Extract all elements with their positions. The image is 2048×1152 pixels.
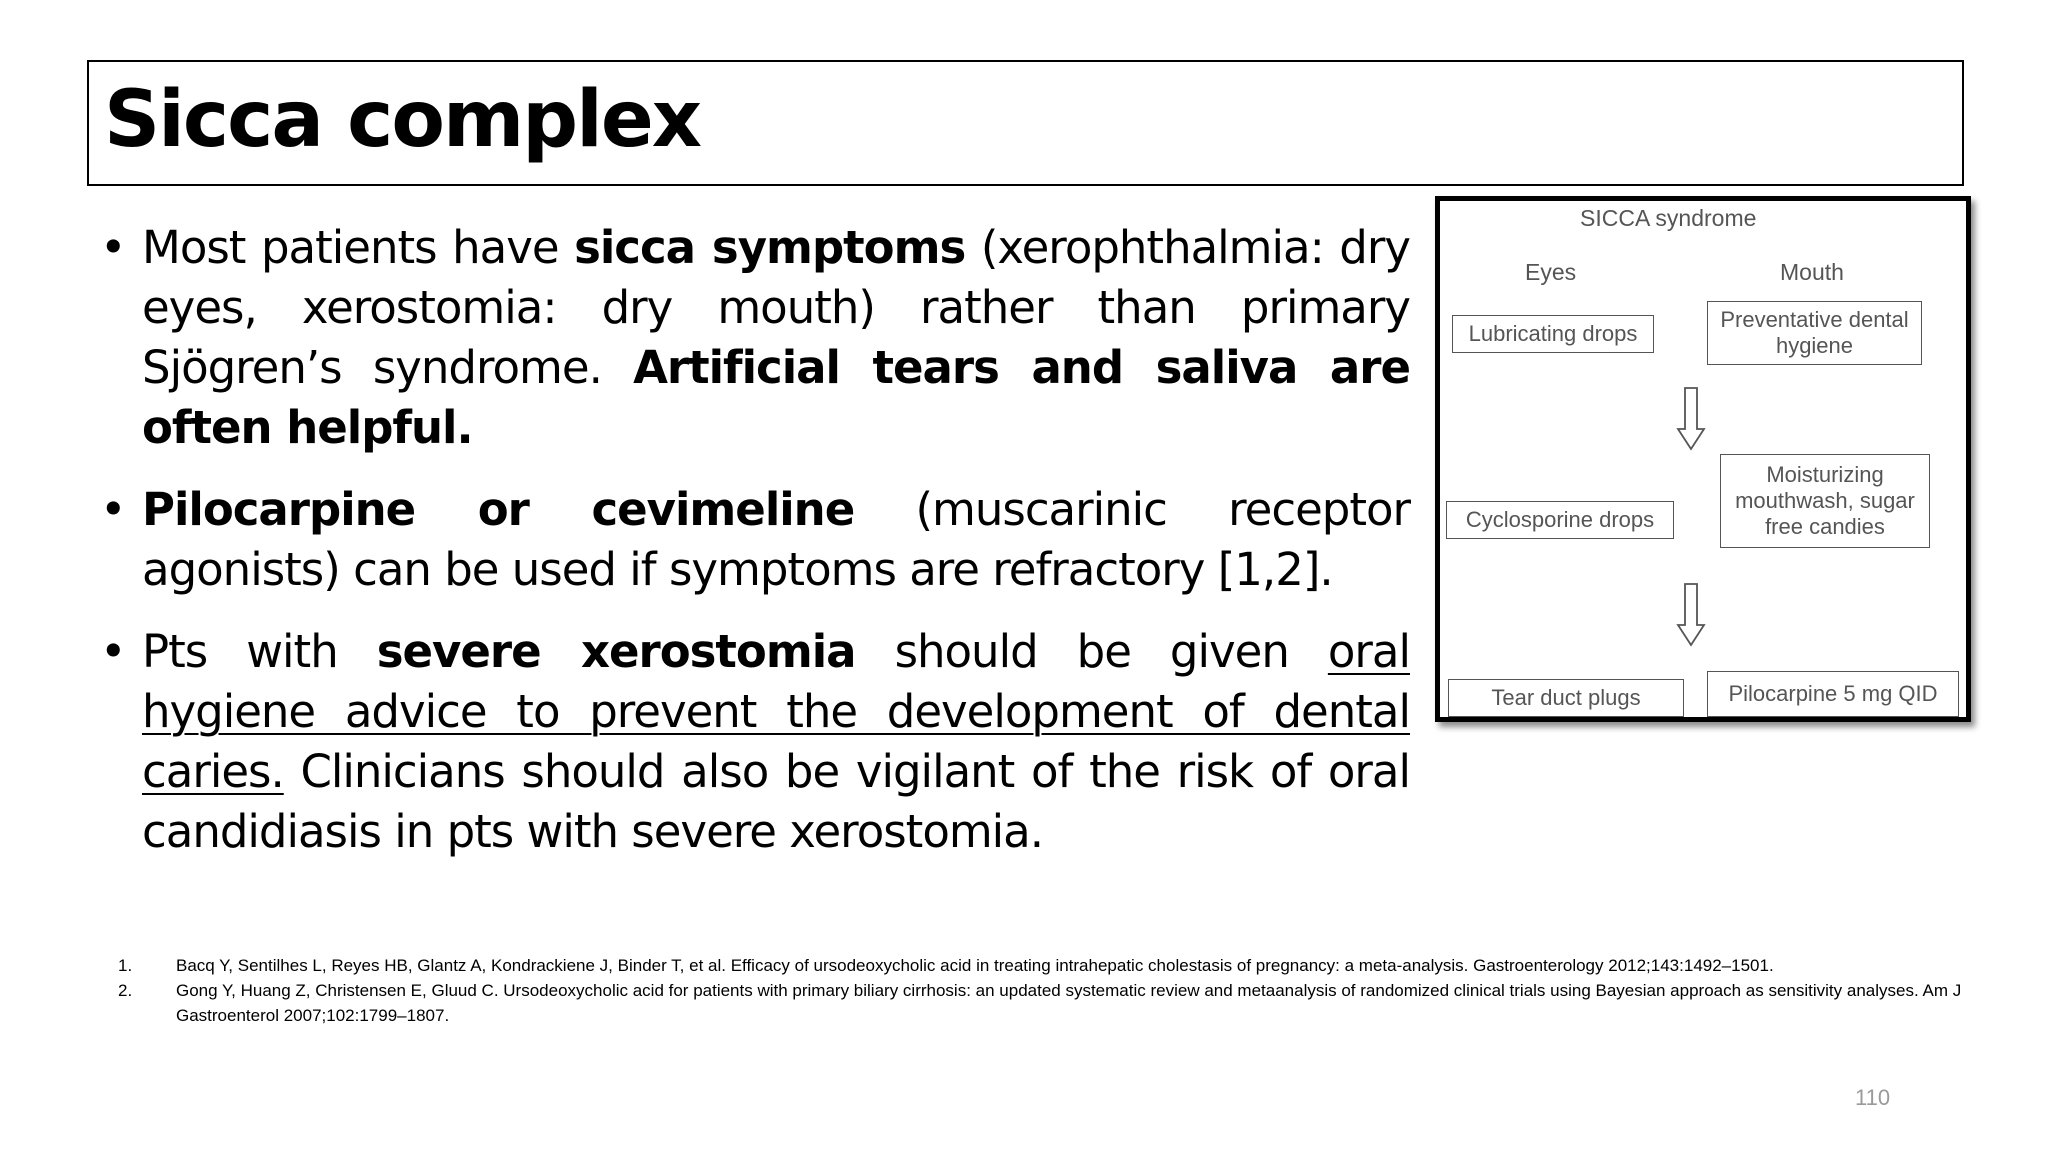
flowchart-step-dental-hygiene: Preventative dental hygiene bbox=[1707, 301, 1922, 365]
flowchart-column-mouth: Mouth bbox=[1780, 259, 1844, 285]
flowchart-title: SICCA syndrome bbox=[1580, 205, 1757, 231]
title-box bbox=[87, 60, 1964, 186]
flowchart-step-cyclosporine-drops: Cyclosporine drops bbox=[1446, 501, 1674, 539]
reference-number: 1. bbox=[118, 956, 133, 975]
flowchart-column-eyes: Eyes bbox=[1525, 259, 1577, 285]
bullet-bold-text: Artificial tears and saliva are often helpful. bbox=[142, 341, 1410, 454]
bullet-bold-text: sicca symptoms bbox=[574, 221, 966, 274]
bullet-text: Pts with bbox=[142, 625, 377, 678]
bullet-text: (xerophthalmia: dry eyes, xerostomia: dry mouth) rather than primary Sjögren’s syndrome. bbox=[142, 221, 1410, 394]
reference-text: Gong Y, Huang Z, Christensen E, Gluud C. Ursodeoxycholic acid for patients with primary biliary cirrhosis: an updated systematic review and metaanalysis of randomized clinical trials using Bayesian approach as sensitivity analyses. Am J Gastroenterol 2007;102:1799–1807. bbox=[176, 981, 1962, 1025]
bullet-bold-text: severe xerostomia bbox=[376, 625, 856, 678]
flowchart-step-mouthwash: Moisturizing mouthwash, sugar free candies bbox=[1720, 454, 1930, 548]
sicca-flowchart bbox=[1435, 196, 1971, 722]
bullet-bold-text: Pilocarpine or cevimeline bbox=[142, 483, 855, 536]
bullet-text: (muscarinic receptor agonists) can be used if symptoms are refractory [1,2]. bbox=[142, 483, 1410, 596]
reference-item bbox=[112, 953, 1972, 978]
flowchart-step-pilocarpine: Pilocarpine 5 mg QID bbox=[1707, 671, 1959, 717]
bullet-item bbox=[100, 480, 1410, 600]
page-number: 110 bbox=[1855, 1085, 1891, 1110]
flowchart-step-tear-duct-plugs: Tear duct plugs bbox=[1448, 679, 1684, 717]
reference-item bbox=[112, 978, 1972, 1028]
reference-number: 2. bbox=[118, 981, 133, 1000]
references-list bbox=[112, 953, 1972, 1028]
reference-text: Bacq Y, Sentilhes L, Reyes HB, Glantz A, Kondrackiene J, Binder T, et al. Efficacy of ursodeoxycholic acid in treating intrahepatic cholestasis of pregnancy: a meta-analysis. Gastroenterology 2012;143:1492–1501. bbox=[176, 956, 1774, 975]
bullet-item bbox=[100, 622, 1410, 862]
bullet-list bbox=[100, 218, 1410, 884]
bullet-text: Most patients have bbox=[142, 221, 575, 274]
down-arrow-icon bbox=[1676, 387, 1706, 451]
bullet-text: should be given bbox=[855, 625, 1328, 678]
bullet-text: Clinicians should also be vigilant of the risk of oral candidiasis in pts with severe xerostomia. bbox=[142, 745, 1410, 858]
down-arrow-icon bbox=[1676, 583, 1706, 647]
bullet-underlined-text: oral hygiene advice to prevent the development of dental caries. bbox=[142, 625, 1410, 798]
bullet-item bbox=[100, 218, 1410, 458]
slide-title: Sicca complex bbox=[104, 75, 701, 165]
flowchart-step-lubricating-drops: Lubricating drops bbox=[1452, 315, 1654, 353]
